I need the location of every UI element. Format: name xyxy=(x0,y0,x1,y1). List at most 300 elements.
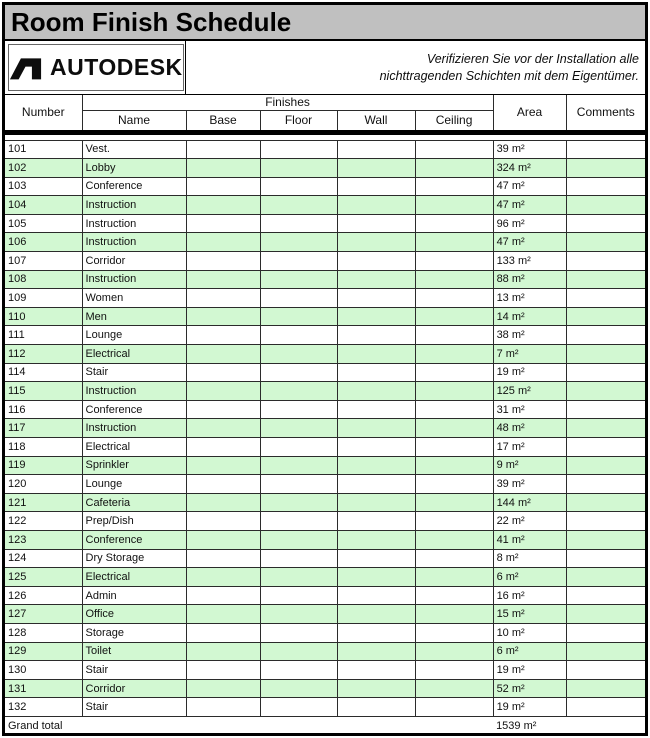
cell-comments xyxy=(566,530,645,549)
cell-comments xyxy=(566,177,645,196)
cell-name: Stair xyxy=(82,363,186,382)
cell-area: 125 m² xyxy=(493,382,566,401)
cell-number: 121 xyxy=(5,493,82,512)
cell-floor xyxy=(260,698,337,717)
cell-area: 47 m² xyxy=(493,233,566,252)
table-row xyxy=(5,661,645,680)
col-header-base: Base xyxy=(186,110,260,132)
cell-number: 125 xyxy=(5,568,82,587)
logo-row xyxy=(5,41,645,95)
cell-name: Stair xyxy=(82,661,186,680)
table-row xyxy=(5,252,645,271)
col-group-finishes: Finishes xyxy=(82,95,493,110)
table-row xyxy=(5,679,645,698)
cell-base xyxy=(186,140,260,159)
table-row xyxy=(5,698,645,717)
cell-ceiling xyxy=(415,475,493,494)
cell-wall xyxy=(337,326,415,345)
cell-name: Conference xyxy=(82,400,186,419)
logo-cell xyxy=(5,41,186,94)
cell-area: 19 m² xyxy=(493,661,566,680)
cell-number: 120 xyxy=(5,475,82,494)
cell-floor xyxy=(260,214,337,233)
cell-base xyxy=(186,270,260,289)
table-row xyxy=(5,586,645,605)
cell-floor xyxy=(260,400,337,419)
cell-name: Instruction xyxy=(82,382,186,401)
cell-comments xyxy=(566,326,645,345)
cell-wall xyxy=(337,233,415,252)
cell-floor xyxy=(260,549,337,568)
cell-area: 6 m² xyxy=(493,568,566,587)
table-row xyxy=(5,549,645,568)
cell-comments xyxy=(566,159,645,178)
installation-note xyxy=(186,41,645,94)
col-header-floor: Floor xyxy=(260,110,337,132)
cell-number: 128 xyxy=(5,623,82,642)
cell-ceiling xyxy=(415,307,493,326)
cell-wall xyxy=(337,623,415,642)
cell-name: Conference xyxy=(82,177,186,196)
cell-floor xyxy=(260,623,337,642)
cell-base xyxy=(186,586,260,605)
autodesk-a-mark-icon xyxy=(9,54,42,81)
cell-comments xyxy=(566,363,645,382)
table-header xyxy=(5,95,645,132)
cell-wall xyxy=(337,363,415,382)
cell-floor xyxy=(260,493,337,512)
cell-number: 112 xyxy=(5,345,82,364)
cell-number: 105 xyxy=(5,214,82,233)
cell-comments xyxy=(566,382,645,401)
table-row xyxy=(5,493,645,512)
table-row xyxy=(5,475,645,494)
cell-ceiling xyxy=(415,419,493,438)
cell-comments xyxy=(566,233,645,252)
note-line-2: nichttragenden Schichten mit dem Eigentümer. xyxy=(379,68,639,83)
cell-area: 38 m² xyxy=(493,326,566,345)
cell-comments xyxy=(566,493,645,512)
cell-wall xyxy=(337,177,415,196)
cell-name: Instruction xyxy=(82,233,186,252)
cell-comments xyxy=(566,400,645,419)
cell-ceiling xyxy=(415,252,493,271)
cell-ceiling xyxy=(415,679,493,698)
cell-wall xyxy=(337,586,415,605)
cell-name: Lounge xyxy=(82,326,186,345)
cell-base xyxy=(186,512,260,531)
table-row xyxy=(5,140,645,159)
cell-comments xyxy=(566,586,645,605)
cell-comments xyxy=(566,679,645,698)
table-row xyxy=(5,177,645,196)
cell-comments xyxy=(566,307,645,326)
cell-floor xyxy=(260,270,337,289)
cell-floor xyxy=(260,512,337,531)
grand-total-area: 1539 m² xyxy=(493,716,566,734)
cell-name: Instruction xyxy=(82,214,186,233)
table-row xyxy=(5,512,645,531)
cell-floor xyxy=(260,289,337,308)
cell-floor xyxy=(260,530,337,549)
cell-comments xyxy=(566,568,645,587)
cell-base xyxy=(186,698,260,717)
cell-floor xyxy=(260,438,337,457)
cell-area: 48 m² xyxy=(493,419,566,438)
note-line-1: Verifizieren Sie vor der Installation alle xyxy=(426,52,639,66)
table-row xyxy=(5,530,645,549)
cell-comments xyxy=(566,214,645,233)
cell-wall xyxy=(337,475,415,494)
cell-comments xyxy=(566,549,645,568)
cell-area: 133 m² xyxy=(493,252,566,271)
cell-number: 114 xyxy=(5,363,82,382)
cell-ceiling xyxy=(415,642,493,661)
table-row xyxy=(5,307,645,326)
cell-base xyxy=(186,605,260,624)
cell-floor xyxy=(260,345,337,364)
cell-name: Instruction xyxy=(82,270,186,289)
cell-base xyxy=(186,252,260,271)
cell-wall xyxy=(337,289,415,308)
cell-number: 126 xyxy=(5,586,82,605)
cell-ceiling xyxy=(415,363,493,382)
table-row xyxy=(5,270,645,289)
table-row xyxy=(5,400,645,419)
cell-ceiling xyxy=(415,233,493,252)
cell-area: 15 m² xyxy=(493,605,566,624)
schedule-body xyxy=(5,132,645,734)
cell-comments xyxy=(566,140,645,159)
cell-area: 13 m² xyxy=(493,289,566,308)
cell-area: 8 m² xyxy=(493,549,566,568)
cell-comments xyxy=(566,270,645,289)
cell-comments xyxy=(566,252,645,271)
cell-number: 116 xyxy=(5,400,82,419)
cell-area: 22 m² xyxy=(493,512,566,531)
cell-number: 129 xyxy=(5,642,82,661)
cell-name: Men xyxy=(82,307,186,326)
cell-area: 6 m² xyxy=(493,642,566,661)
cell-wall xyxy=(337,549,415,568)
cell-area: 17 m² xyxy=(493,438,566,457)
table-row xyxy=(5,363,645,382)
cell-floor xyxy=(260,140,337,159)
table-row xyxy=(5,456,645,475)
table-row xyxy=(5,326,645,345)
room-finish-table xyxy=(5,95,645,734)
cell-ceiling xyxy=(415,456,493,475)
header-body-spacer xyxy=(5,132,645,140)
cell-ceiling xyxy=(415,382,493,401)
cell-wall xyxy=(337,307,415,326)
cell-name: Women xyxy=(82,289,186,308)
cell-name: Cafeteria xyxy=(82,493,186,512)
autodesk-logo xyxy=(8,44,184,91)
cell-floor xyxy=(260,363,337,382)
cell-ceiling xyxy=(415,177,493,196)
cell-comments xyxy=(566,642,645,661)
cell-floor xyxy=(260,456,337,475)
cell-name: Dry Storage xyxy=(82,549,186,568)
cell-wall xyxy=(337,252,415,271)
schedule-frame xyxy=(2,2,648,736)
cell-floor xyxy=(260,159,337,178)
cell-comments xyxy=(566,289,645,308)
table-row xyxy=(5,568,645,587)
cell-ceiling xyxy=(415,326,493,345)
cell-wall xyxy=(337,419,415,438)
cell-ceiling xyxy=(415,586,493,605)
cell-name: Electrical xyxy=(82,438,186,457)
table-row xyxy=(5,623,645,642)
cell-base xyxy=(186,400,260,419)
cell-area: 39 m² xyxy=(493,140,566,159)
cell-name: Instruction xyxy=(82,419,186,438)
cell-area: 144 m² xyxy=(493,493,566,512)
cell-name: Electrical xyxy=(82,568,186,587)
cell-floor xyxy=(260,679,337,698)
cell-floor xyxy=(260,196,337,215)
cell-number: 123 xyxy=(5,530,82,549)
cell-floor xyxy=(260,419,337,438)
cell-base xyxy=(186,623,260,642)
cell-base xyxy=(186,530,260,549)
cell-ceiling xyxy=(415,400,493,419)
grand-total-row xyxy=(5,716,645,734)
cell-number: 127 xyxy=(5,605,82,624)
cell-name: Admin xyxy=(82,586,186,605)
table-row xyxy=(5,196,645,215)
table-row xyxy=(5,382,645,401)
cell-comments xyxy=(566,605,645,624)
table-row xyxy=(5,233,645,252)
cell-area: 47 m² xyxy=(493,177,566,196)
table-row xyxy=(5,438,645,457)
table-row xyxy=(5,419,645,438)
cell-base xyxy=(186,568,260,587)
cell-wall xyxy=(337,270,415,289)
cell-area: 41 m² xyxy=(493,530,566,549)
cell-floor xyxy=(260,475,337,494)
cell-comments xyxy=(566,345,645,364)
cell-area: 96 m² xyxy=(493,214,566,233)
cell-area: 39 m² xyxy=(493,475,566,494)
cell-wall xyxy=(337,512,415,531)
cell-name: Lobby xyxy=(82,159,186,178)
cell-wall xyxy=(337,140,415,159)
cell-ceiling xyxy=(415,530,493,549)
cell-name: Corridor xyxy=(82,679,186,698)
cell-wall xyxy=(337,400,415,419)
col-header-wall: Wall xyxy=(337,110,415,132)
cell-comments xyxy=(566,661,645,680)
cell-number: 103 xyxy=(5,177,82,196)
cell-base xyxy=(186,438,260,457)
col-header-number: Number xyxy=(5,95,82,132)
cell-base xyxy=(186,196,260,215)
cell-wall xyxy=(337,493,415,512)
cell-area: 14 m² xyxy=(493,307,566,326)
cell-base xyxy=(186,159,260,178)
cell-ceiling xyxy=(415,568,493,587)
cell-ceiling xyxy=(415,289,493,308)
table-row xyxy=(5,642,645,661)
cell-area: 7 m² xyxy=(493,345,566,364)
cell-base xyxy=(186,363,260,382)
cell-area: 10 m² xyxy=(493,623,566,642)
cell-area: 47 m² xyxy=(493,196,566,215)
cell-number: 115 xyxy=(5,382,82,401)
cell-comments xyxy=(566,419,645,438)
cell-ceiling xyxy=(415,214,493,233)
title-bar xyxy=(5,5,645,41)
table-row xyxy=(5,605,645,624)
cell-name: Prep/Dish xyxy=(82,512,186,531)
table-row xyxy=(5,159,645,178)
cell-base xyxy=(186,679,260,698)
cell-floor xyxy=(260,568,337,587)
cell-base xyxy=(186,382,260,401)
cell-ceiling xyxy=(415,159,493,178)
cell-ceiling xyxy=(415,345,493,364)
cell-number: 111 xyxy=(5,326,82,345)
cell-floor xyxy=(260,382,337,401)
cell-name: Office xyxy=(82,605,186,624)
cell-comments xyxy=(566,438,645,457)
cell-ceiling xyxy=(415,438,493,457)
cell-base xyxy=(186,419,260,438)
cell-base xyxy=(186,493,260,512)
cell-wall xyxy=(337,456,415,475)
cell-number: 107 xyxy=(5,252,82,271)
cell-name: Lounge xyxy=(82,475,186,494)
cell-number: 119 xyxy=(5,456,82,475)
cell-name: Conference xyxy=(82,530,186,549)
cell-floor xyxy=(260,642,337,661)
cell-ceiling xyxy=(415,549,493,568)
cell-number: 104 xyxy=(5,196,82,215)
cell-wall xyxy=(337,382,415,401)
cell-comments xyxy=(566,475,645,494)
cell-number: 110 xyxy=(5,307,82,326)
cell-name: Vest. xyxy=(82,140,186,159)
grand-total-comments xyxy=(566,716,645,734)
cell-area: 31 m² xyxy=(493,400,566,419)
cell-floor xyxy=(260,252,337,271)
cell-area: 324 m² xyxy=(493,159,566,178)
col-header-ceiling: Ceiling xyxy=(415,110,493,132)
cell-wall xyxy=(337,214,415,233)
cell-number: 118 xyxy=(5,438,82,457)
cell-floor xyxy=(260,326,337,345)
cell-base xyxy=(186,642,260,661)
cell-comments xyxy=(566,196,645,215)
cell-number: 101 xyxy=(5,140,82,159)
cell-base xyxy=(186,661,260,680)
cell-wall xyxy=(337,642,415,661)
cell-area: 52 m² xyxy=(493,679,566,698)
cell-floor xyxy=(260,177,337,196)
table-row xyxy=(5,214,645,233)
cell-base xyxy=(186,549,260,568)
cell-wall xyxy=(337,530,415,549)
cell-ceiling xyxy=(415,140,493,159)
table-row xyxy=(5,289,645,308)
cell-number: 108 xyxy=(5,270,82,289)
cell-area: 19 m² xyxy=(493,698,566,717)
cell-wall xyxy=(337,605,415,624)
cell-wall xyxy=(337,345,415,364)
cell-area: 16 m² xyxy=(493,586,566,605)
cell-number: 124 xyxy=(5,549,82,568)
cell-floor xyxy=(260,661,337,680)
cell-wall xyxy=(337,159,415,178)
cell-wall xyxy=(337,568,415,587)
col-header-comments: Comments xyxy=(566,95,645,132)
cell-number: 132 xyxy=(5,698,82,717)
cell-name: Toilet xyxy=(82,642,186,661)
cell-number: 109 xyxy=(5,289,82,308)
cell-number: 106 xyxy=(5,233,82,252)
cell-number: 131 xyxy=(5,679,82,698)
cell-ceiling xyxy=(415,698,493,717)
cell-base xyxy=(186,307,260,326)
grand-total-label: Grand total xyxy=(5,716,493,734)
cell-base xyxy=(186,214,260,233)
cell-floor xyxy=(260,605,337,624)
cell-ceiling xyxy=(415,493,493,512)
cell-base xyxy=(186,289,260,308)
col-header-name: Name xyxy=(82,110,186,132)
cell-base xyxy=(186,177,260,196)
cell-base xyxy=(186,345,260,364)
cell-floor xyxy=(260,586,337,605)
cell-wall xyxy=(337,196,415,215)
cell-wall xyxy=(337,698,415,717)
cell-base xyxy=(186,233,260,252)
cell-name: Electrical xyxy=(82,345,186,364)
cell-comments xyxy=(566,456,645,475)
cell-name: Sprinkler xyxy=(82,456,186,475)
cell-name: Stair xyxy=(82,698,186,717)
cell-floor xyxy=(260,307,337,326)
cell-name: Corridor xyxy=(82,252,186,271)
table-row xyxy=(5,345,645,364)
cell-ceiling xyxy=(415,605,493,624)
cell-name: Storage xyxy=(82,623,186,642)
cell-wall xyxy=(337,661,415,680)
cell-comments xyxy=(566,623,645,642)
page-title: Room Finish Schedule xyxy=(11,6,292,37)
cell-base xyxy=(186,456,260,475)
cell-base xyxy=(186,475,260,494)
cell-area: 9 m² xyxy=(493,456,566,475)
cell-area: 88 m² xyxy=(493,270,566,289)
cell-wall xyxy=(337,679,415,698)
cell-base xyxy=(186,326,260,345)
cell-wall xyxy=(337,438,415,457)
autodesk-wordmark: AUTODESK xyxy=(50,54,183,80)
cell-comments xyxy=(566,698,645,717)
cell-comments xyxy=(566,512,645,531)
cell-ceiling xyxy=(415,623,493,642)
cell-number: 122 xyxy=(5,512,82,531)
col-header-area: Area xyxy=(493,95,566,132)
cell-floor xyxy=(260,233,337,252)
cell-ceiling xyxy=(415,512,493,531)
cell-area: 19 m² xyxy=(493,363,566,382)
